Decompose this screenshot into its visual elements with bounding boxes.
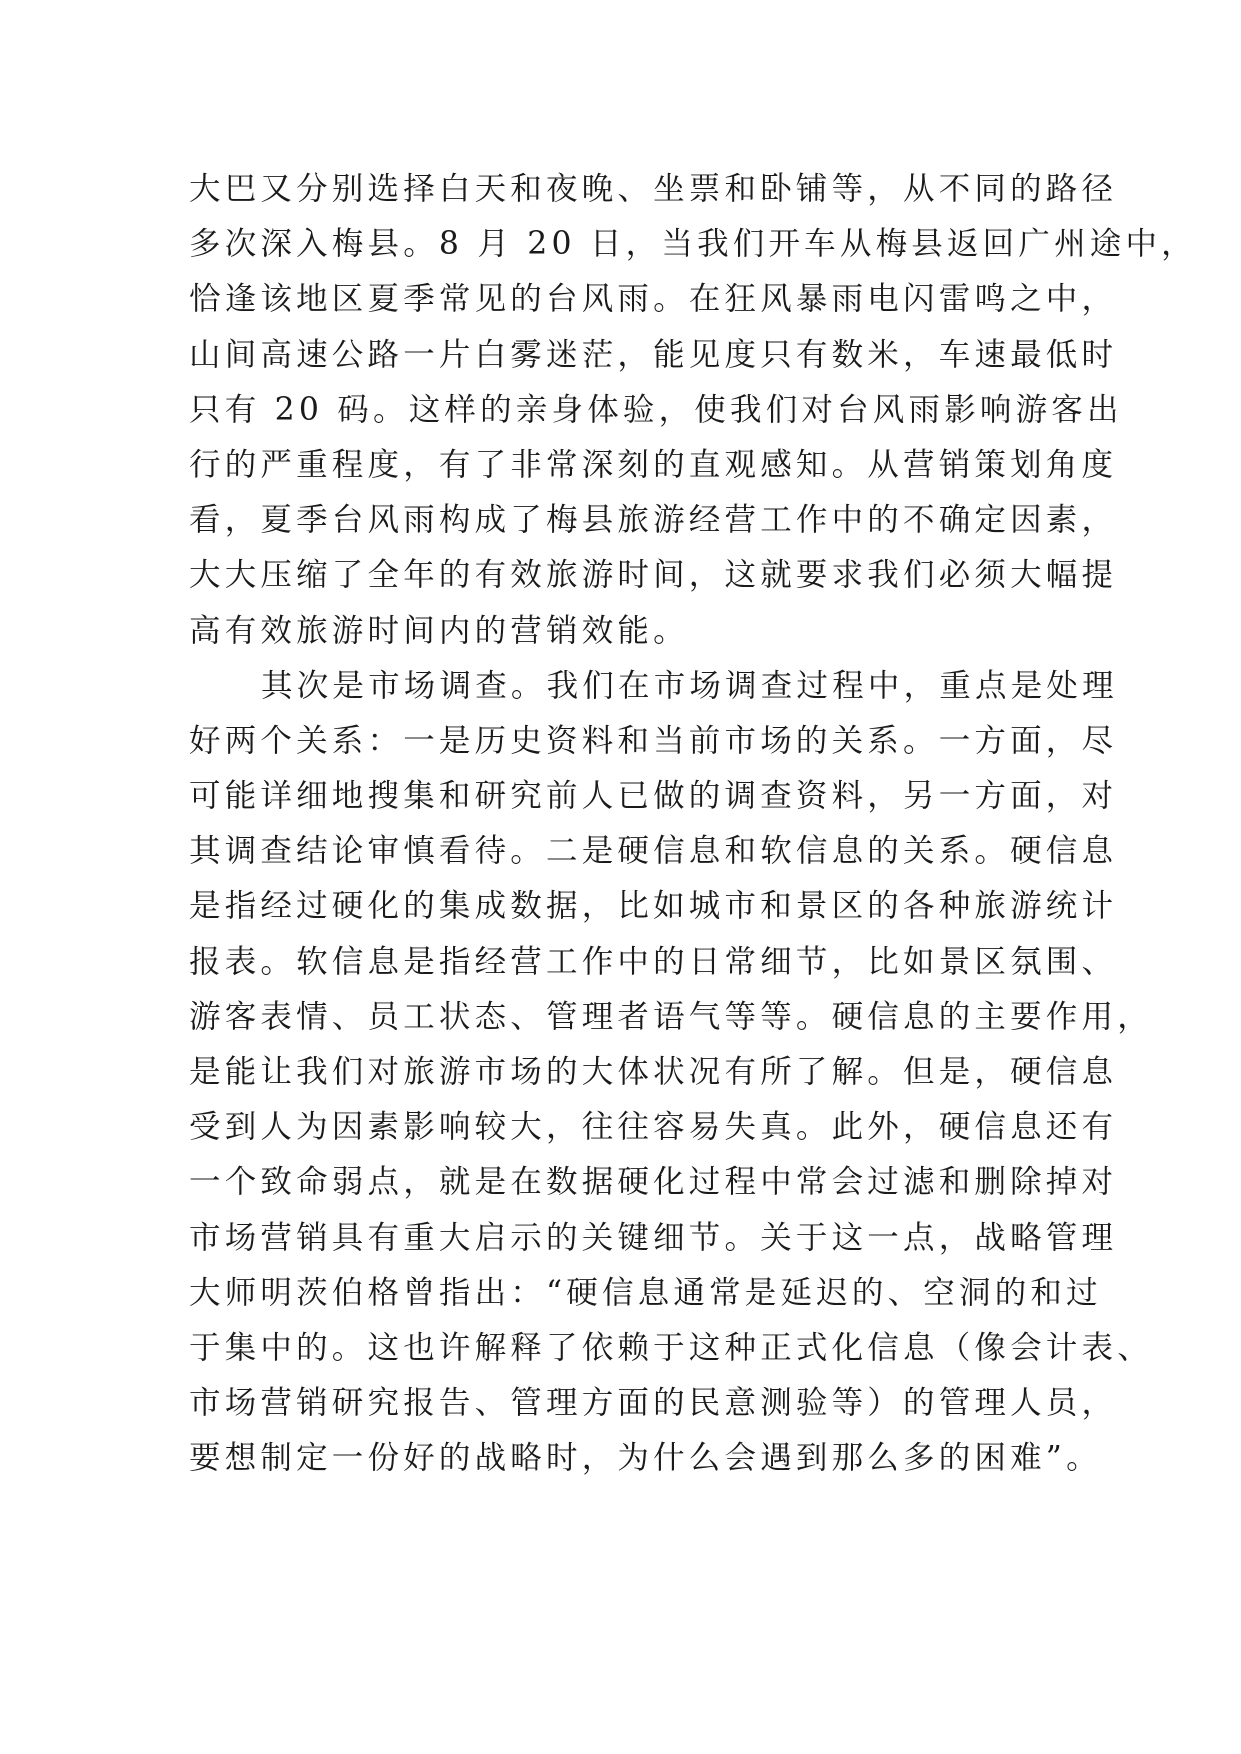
text-line: 多次深入梅县。8 月 20 日，当我们开车从梅县返回广州途中， xyxy=(189,226,1197,263)
text-line: 恰逢该地区夏季常见的台风雨。在狂风暴雨电闪雷鸣之中， xyxy=(189,281,1118,318)
text-line: 可能详细地搜集和研究前人已做的调查资料，另一方面，对 xyxy=(189,778,1118,815)
text-line: 山间高速公路一片白雾迷茫，能见度只有数米，车速最低时 xyxy=(189,336,1118,373)
text-line: 要想制定一份好的战略时，为什么会遇到那么多的困难”。 xyxy=(189,1440,1102,1477)
text-line: 行的严重程度，有了非常深刻的直观感知。从营销策划角度 xyxy=(189,446,1118,483)
text-line: 市场营销具有重大启示的关键细节。关于这一点，战略管理 xyxy=(189,1219,1118,1256)
text-line: 是指经过硬化的集成数据，比如城市和景区的各种旅游统计 xyxy=(189,888,1118,925)
text-line: 看，夏季台风雨构成了梅县旅游经营工作中的不确定因素， xyxy=(189,502,1118,539)
text-line: 是能让我们对旅游市场的大体状况有所了解。但是，硬信息 xyxy=(189,1054,1118,1090)
text-line: 报表。软信息是指经营工作中的日常细节，比如景区氛围、 xyxy=(189,943,1118,980)
text-line: 于集中的。这也许解释了依赖于这种正式化信息（像会计表、 xyxy=(189,1329,1153,1366)
text-line: 好两个关系：一是历史资料和当前市场的关系。一方面，尽 xyxy=(189,722,1118,759)
text-line: 一个致命弱点，就是在数据硬化过程中常会过滤和删除掉对 xyxy=(189,1164,1118,1201)
text-line: 游客表情、员工状态、管理者语气等等。硬信息的主要作用， xyxy=(189,998,1153,1035)
paragraph-2 xyxy=(189,659,1153,1487)
text-line: 大巴又分别选择白天和夜晚、坐票和卧铺等，从不同的路径 xyxy=(189,171,1118,207)
text-line: 大大压缩了全年的有效旅游时间，这就要求我们必须大幅提 xyxy=(189,557,1118,594)
text-line: 市场营销研究报告、管理方面的民意测验等）的管理人员， xyxy=(189,1385,1118,1422)
text-line: 高有效旅游时间内的营销效能。 xyxy=(189,612,689,649)
text-line: 其调查结论审慎看待。二是硬信息和软信息的关系。硬信息 xyxy=(189,833,1118,870)
text-line: 受到人为因素影响较大，往往容易失真。此外，硬信息还有 xyxy=(189,1109,1118,1146)
text-line-indented: 其次是市场调查。我们在市场调查过程中，重点是处理 xyxy=(261,667,1118,704)
text-line: 大师明茨伯格曾指出：“硬信息通常是延迟的、空洞的和过 xyxy=(189,1274,1102,1311)
paragraph-1 xyxy=(189,162,1197,659)
body-text xyxy=(189,162,1197,1487)
text-line: 只有 20 码。这样的亲身体验，使我们对台风雨影响游客出 xyxy=(189,391,1123,428)
